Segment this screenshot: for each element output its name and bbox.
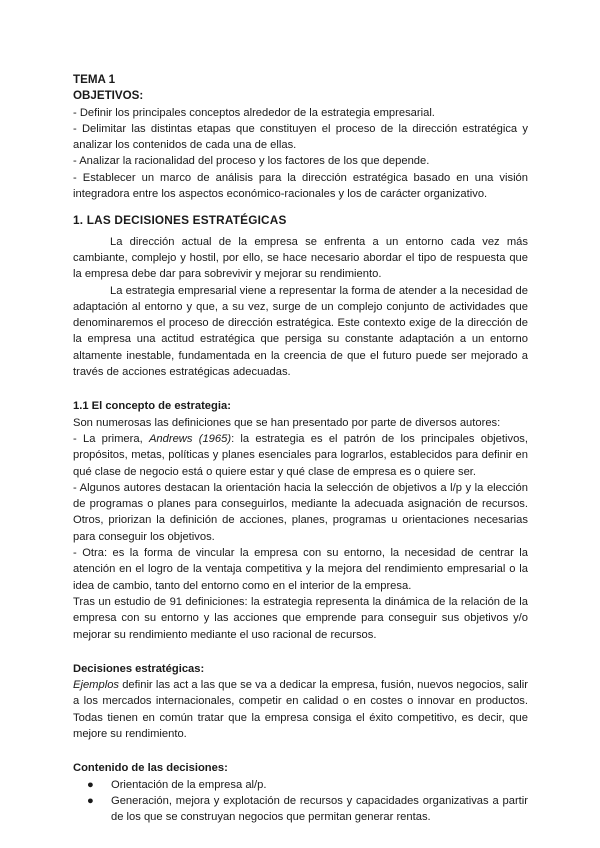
definition-item: - Algunos autores destacan la orientación hacia la selección de objetivos a l/p y la elección de programas o planes para conseguirlos, mediante la adecuada asignación de recursos. Otros, priorizan la definición de acciones, planes, programas u orientaciones necesarias para conseguir los objetivos. <box>73 481 528 543</box>
list-item <box>87 793 528 826</box>
objective-item: - Analizar la racionalidad del proceso y los factores de los que depende. <box>73 155 430 168</box>
author-citation: Andrews (1965) <box>148 432 232 445</box>
section-heading: 1. LAS DECISIONES ESTRATÉGICAS <box>73 213 287 228</box>
list-item <box>87 777 528 793</box>
subsection-heading: 1.1 El concepto de estrategia: <box>73 400 231 413</box>
definition-text: : la estrategia es el patrón de los principales objetivos, propósitos, metas, políticas y planes esenciales para lograrlos, establecidos para definir en qué clase de negocio está o quiere estar y qué clase de empresa es o quiere ser. <box>73 432 528 478</box>
bullet-list <box>73 777 528 826</box>
definition-item <box>73 431 528 480</box>
paragraph <box>73 677 528 742</box>
paragraph: Son numerosas las definiciones que se han presentado por parte de diversos autores: <box>73 416 501 429</box>
bullet-icon: ● <box>87 778 94 791</box>
objective-item: - Establecer un marco de análisis para la dirección estratégica basado en una visión integradora entre los aspectos económico-racionales y los de carácter organizativo. <box>73 171 528 201</box>
objective-item: - Definir los principales conceptos alrededor de la estrategia empresarial. <box>73 106 435 119</box>
definition-prefix: - La primera, <box>73 432 149 445</box>
examples-text: definir las act a las que se va a dedicar la empresa, fusión, nuevos negocios, salir a los mercados internacionales, competir en calidad o en costes o innovar en productos. Todas tienen en común tratar que la empresa consiga el éxito competitivo, es decir, que mejore su rendimiento. <box>73 679 528 740</box>
topic-title: TEMA 1 <box>73 73 116 86</box>
subsection-heading: Contenido de las decisiones: <box>73 762 228 775</box>
definition-item: - Otra: es la forma de vincular la empresa con su entorno, la necesidad de centrar la atención en el logro de la ventaja competitiva y la mejora del rendimiento empresarial o la idea de cambio, tanto del entorno como en el interior de la empresa. <box>73 547 528 592</box>
list-item-text: Generación, mejora y explotación de recursos y capacidades organizativas a partir de los que se construyan negocios que permitan generar rentas. <box>111 794 528 824</box>
paragraph: La dirección actual de la empresa se enfrenta a un entorno cada vez más cambiante, complejo y hostil, por ello, se hace necesario abordar el tipo de respuesta que la empresa debe dar para sobrevivir y mejorar su rendimiento. <box>73 235 528 281</box>
objective-item: - Delimitar las distintas etapas que constituyen el proceso de la dirección estratégica y analizar los contenidos de cada una de ellas. <box>73 122 528 152</box>
objectives-heading: OBJETIVOS: <box>73 89 144 103</box>
subsection-heading: Decisiones estratégicas: <box>73 662 205 675</box>
bullet-icon: ● <box>87 794 94 807</box>
list-item-text: Orientación de la empresa al/p. <box>111 778 267 791</box>
paragraph: La estrategia empresarial viene a representar la forma de atender a la necesidad de adaptación al entorno y que, a su vez, surge de un complejo conjunto de actividades que denominaremos el proceso de dirección estratégica. Este contexto exige de la dirección de la empresa una actitud estratégica que persiga su constante adaptación a un entorno altamente inestable, fundamentada en la creencia de que el futuro puede ser mejorado a través de acciones estratégicas adecuadas. <box>73 284 528 379</box>
paragraph: Tras un estudio de 91 definiciones: la estrategia representa la dinámica de la relación de la empresa con su entorno y las acciones que emprende para conseguir sus objetivos y/o mejorar su rendimiento mediante el uso racional de recursos. <box>73 595 528 641</box>
examples-label: Ejemplos <box>73 679 120 692</box>
